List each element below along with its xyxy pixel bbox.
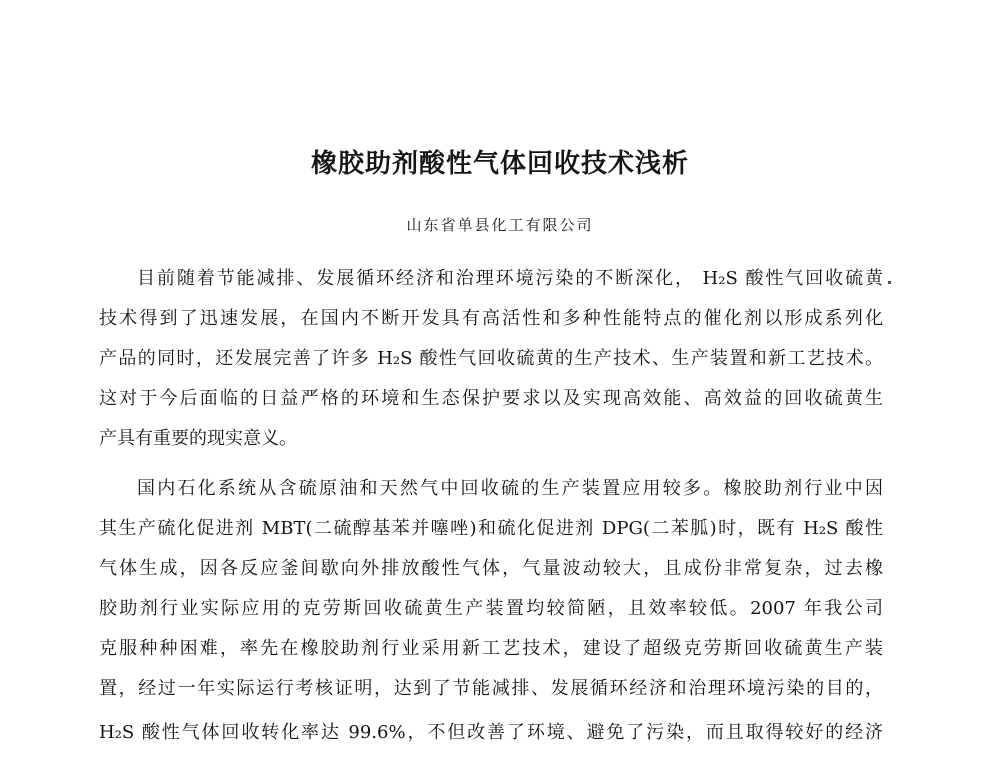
author-organization: 山东省单县化工有限公司 <box>406 216 594 234</box>
paragraph-2-line-3: 气体生成，因各反应釜间歇向外排放酸性气体，气量波动较大，且成份非常复杂，过去橡 <box>99 558 883 579</box>
paragraph-2-line-6: 置，经过一年实际运行考核证明，达到了节能减排、发展循环经济和治理环境污染的目的， <box>99 678 883 699</box>
paragraph-2-line-5: 克服种种困难，率先在橡胶助剂行业采用新工艺技术，建设了超级克劳斯回收硫黄生产装 <box>99 638 883 659</box>
paragraph-1-line-2: 技术得到了迅速发展，在国内不断开发具有高活性和多种性能特点的催化剂以形成系列化 <box>99 308 883 329</box>
paragraph-2-line-4: 胶助剂行业实际应用的克劳斯回收硫黄生产装置均较简陋，且效率较低。2007 年我公司 <box>99 598 883 619</box>
paragraph-2-line-7: H₂S 酸性气体回收转化率达 99.6%，不但改善了环境、避免了污染，而且取得较好的经济 <box>99 722 883 743</box>
paragraph-1-line-5: 产具有重要的现实意义。 <box>99 428 297 449</box>
paragraph-2-line-1: 国内石化系统从含硫原油和天然气中回收硫的生产装置应用较多。橡胶助剂行业中因 <box>137 478 883 499</box>
paragraph-2-line-2: 其生产硫化促进剂 MBT(二硫醇基苯并噻唑)和硫化促进剂 DPG(二苯胍)时，既有 H₂S 酸性 <box>99 518 883 539</box>
document-title: 橡胶助剂酸性气体回收技术浅析 <box>310 149 689 179</box>
paragraph-1-line-1: 目前随着节能减排、发展循环经济和治理环境污染的不断深化， H₂S 酸性气回收硫黄 <box>137 268 883 289</box>
paragraph-1-line-3: 产品的同时，还发展完善了许多 H₂S 酸性气回收硫黄的生产技术、生产装置和新工艺技术。 <box>99 348 883 369</box>
paragraph-1-line-4: 这对于今后面临的日益严格的环境和生态保护要求以及实现高效能、高效益的回收硫黄生 <box>99 388 883 409</box>
scan-speck <box>888 281 891 284</box>
